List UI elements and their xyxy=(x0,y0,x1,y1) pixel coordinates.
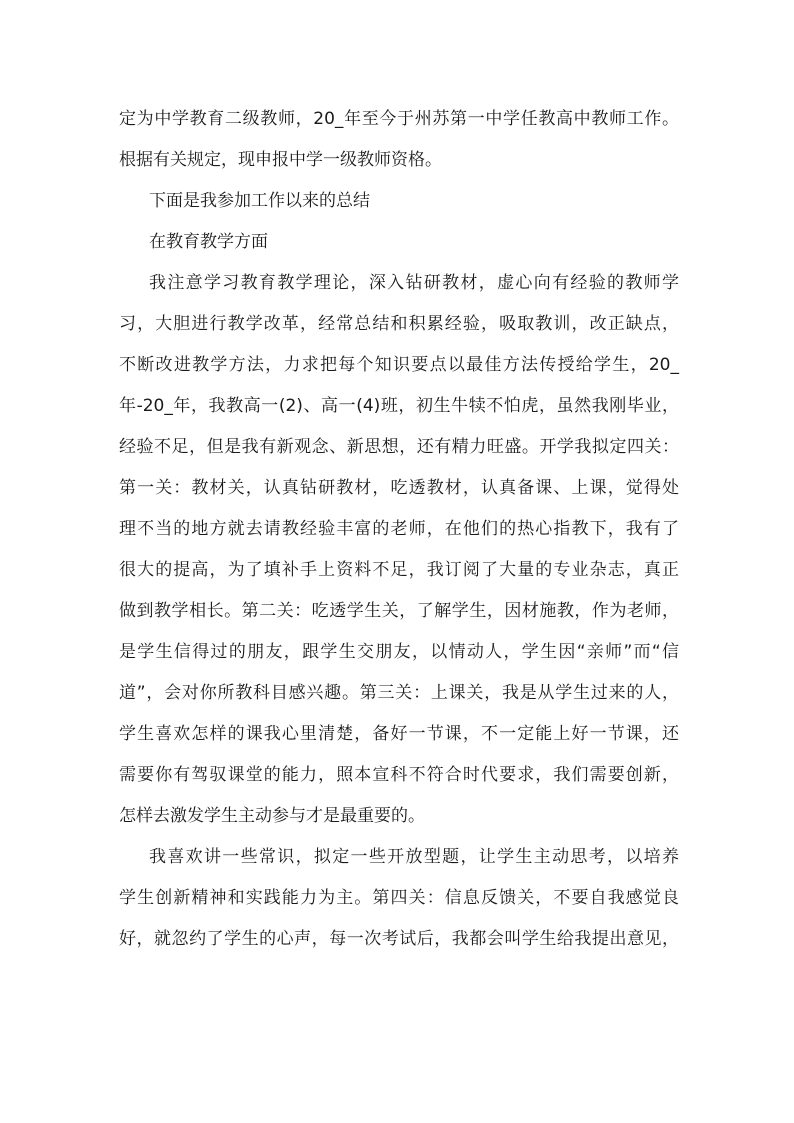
text-line: 不断改进教学方法，力求把每个知识要点以最佳方法传授给学生，20_ xyxy=(119,355,679,375)
text-line: 根据有关规定，现申报中学一级教师资格。 xyxy=(119,150,442,170)
text-line: 定为中学教育二级教师，20_年至今于州苏第一中学任教高中教师工作。 xyxy=(119,109,679,129)
text-line: 道”，会对你所教科目感兴趣。第三关：上课关，我是从学生过来的人， xyxy=(119,683,679,703)
text-line: 习，大胆进行教学改革，经常总结和积累经验，吸取教训，改正缺点， xyxy=(119,314,679,334)
text-line: 我注意学习教育教学理论，深入钻研教材，虚心向有经验的教师学 xyxy=(149,273,679,293)
text-line: 怎样去激发学生主动参与才是最重要的。 xyxy=(119,806,425,826)
text-line: 是学生信得过的朋友，跟学生交朋友，以情动人，学生因“亲师”而“信 xyxy=(119,642,679,662)
text-line: 好，就忽约了学生的心声，每一次考试后，我都会叫学生给我提出意见， xyxy=(119,929,679,949)
text-line: 我喜欢讲一些常识，拟定一些开放型题，让学生主动思考，以培养 xyxy=(149,847,679,867)
text-line: 做到教学相长。第二关：吃透学生关，了解学生，因材施教，作为老师， xyxy=(119,601,679,621)
text-line: 年-20_年，我教高一(2)、高一(4)班，初生牛犊不怕虎，虽然我刚毕业， xyxy=(119,396,679,416)
text-line: 第一关：教材关，认真钻研教材，吃透教材，认真备课、上课，觉得处 xyxy=(119,478,679,498)
text-line: 学生创新精神和实践能力为主。第四关：信息反馈关，不要自我感觉良 xyxy=(119,888,679,908)
text-line: 很大的提高，为了填补手上资料不足，我订阅了大量的专业杂志，真正 xyxy=(119,560,679,580)
text-line: 需要你有驾驭课堂的能力，照本宣科不符合时代要求，我们需要创新， xyxy=(119,765,679,785)
text-line: 理不当的地方就去请教经验丰富的老师，在他们的热心指教下，我有了 xyxy=(119,519,679,539)
text-line: 下面是我参加工作以来的总结 xyxy=(149,191,370,211)
section-heading: 在教育教学方面 xyxy=(149,232,268,252)
text-line: 经验不足，但是我有新观念、新思想，还有精力旺盛。开学我拟定四关： xyxy=(119,437,679,457)
text-line: 学生喜欢怎样的课我心里清楚，备好一节课，不一定能上好一节课，还 xyxy=(119,724,679,744)
body-text xyxy=(119,99,679,960)
